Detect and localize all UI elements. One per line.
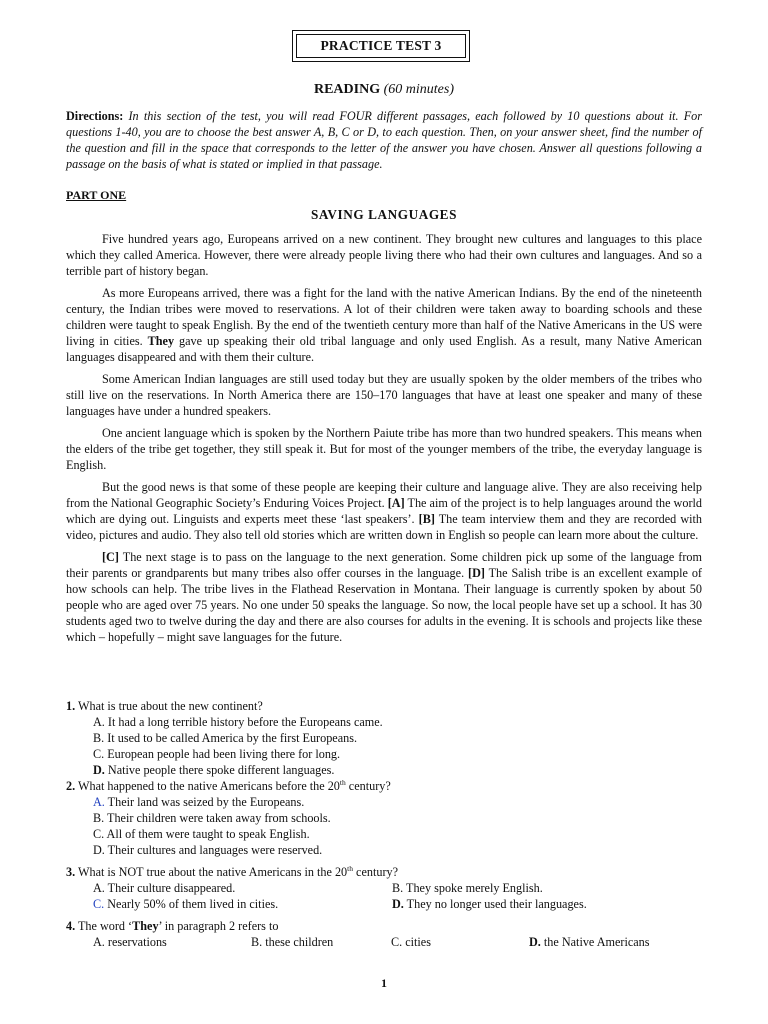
section-name: READING: [313, 82, 381, 97]
questions: [66, 698, 702, 950]
paragraph-6-text-a: The next stage is to pass on the language to the next generation. Some children pick up some of the language from their parents or grandparents but many tribes also offer courses in the language.: [66, 550, 702, 580]
option-letter: C.: [93, 747, 105, 761]
paragraph-4: One ancient language which is spoken by the Northern Paiute tribe has more than two hundred speakers. This means when the elders of the tribe get together, they still speak it. But for most of the younger members of the tribe, the everyday language is English.: [66, 426, 702, 472]
option-text: Their land was seized by the Europeans.: [104, 795, 305, 809]
question-3-number: 3.: [66, 865, 76, 879]
question-2-superscript: th: [339, 777, 346, 787]
question-3-options-row-2: [93, 896, 702, 912]
paragraph-2-highlight: They: [147, 334, 175, 348]
directions-text: In this section of the test, you will read FOUR different passages, each followed by 10 questions about it. For questions 1-40, you are to choose the best answer A, B, C or D, to each question. Then, on your answer sheet, find the number of the question and fill in the space that corresponds to the letter of the answer you have chosen. Answer all questions following a passage on the basis of what is stated or implied in that passage.: [66, 109, 702, 171]
question-4-stem: [66, 918, 702, 934]
question-4-option-d[interactable]: [529, 934, 650, 950]
passage-title: SAVING LANGUAGES: [310, 207, 458, 222]
passage-body: [66, 231, 702, 651]
option-letter: D.: [93, 843, 105, 857]
paragraph-5: [66, 479, 702, 543]
question-2-number: 2.: [66, 779, 76, 793]
option-letter: C.: [93, 827, 105, 841]
paragraph-6-text-b: The Salish tribe is an excellent example of how schools can help. The tribe lives in the Flathead Reservation in Montana. Their language is currently spoken by about 50 people who are aged over 75 years. No one under 50 speaks the language. So now, the local people have set up a school. It has 30 students aged two to twelve during the day and there are also courses for adults in the evening. It is schools and projects like these which – hopefully – might save languages for the future.: [66, 566, 702, 644]
question-1-text: What is true about the new continent?: [75, 699, 263, 713]
paragraph-3: Some American Indian languages are still used today but they are usually spoken by the older members of the tribes who still live on the reservations. In North America there are 150–170 languages that have at least one speaker and many of these languages have under a hundred speakers.: [66, 372, 702, 418]
question-3-text-a: What is NOT true about the native Americans in the 20: [75, 865, 348, 879]
question-4-highlight: They: [132, 919, 159, 933]
test-title-box: [292, 30, 470, 62]
test-title: PRACTICE TEST 3: [320, 38, 442, 53]
question-1-option-b[interactable]: [93, 730, 702, 746]
paragraph-5-text-c: The team interview them and they are recorded with video, pictures and audio. They also tell old stories which are written down in English so people can learn more about the culture.: [66, 512, 702, 542]
question-4-text-b: ’ in paragraph 2 refers to: [158, 919, 279, 933]
option-text: Their children were taken away from schools.: [104, 811, 331, 825]
option-letter: A.: [93, 715, 105, 729]
question-4-number: 4.: [66, 919, 76, 933]
question-3-superscript: th: [347, 863, 353, 873]
question-1-option-d[interactable]: [93, 762, 702, 778]
option-letter: A.: [93, 881, 105, 895]
option-text: Their culture disappeared.: [104, 881, 236, 895]
option-letter: A.: [93, 935, 105, 949]
insert-mark-c: [C]: [102, 550, 119, 564]
option-letter: B.: [93, 731, 105, 745]
question-4-text-a: The word ‘: [75, 919, 133, 933]
question-3-stem: [66, 864, 702, 880]
paragraph-1: Five hundred years ago, Europeans arrived on a new continent. They brought new cultures and languages to this place which they called America. However, there were already people living there who had their own cultures and languages. And so a terrible part of history began.: [66, 232, 702, 278]
question-4-option-a[interactable]: [93, 934, 251, 950]
section-duration: (60 minutes): [383, 82, 454, 97]
option-letter: B.: [251, 935, 263, 949]
option-text: Native people there spoke different languages.: [104, 763, 335, 777]
question-3-option-c[interactable]: [93, 896, 392, 912]
option-letter: D.: [529, 935, 541, 949]
option-text: Their cultures and languages were reserved.: [104, 843, 323, 857]
option-letter: C.: [391, 935, 403, 949]
paragraph-2: [66, 285, 702, 365]
part-label: PART ONE: [66, 188, 127, 202]
option-text: They spoke merely English.: [403, 881, 543, 895]
paragraph-2-text-a: As more Europeans arrived, there was a fight for the land with the native American Indians. By the end of the nineteenth century, the Indian tribes were moved to reservations. A lot of their children were taken away to boarding schools and these children were taught to speak English. By the end of the twentieth century more than half of the Native Americans in the US were living in cities.: [66, 286, 702, 348]
question-1-stem: [66, 698, 702, 714]
option-letter: D.: [93, 763, 105, 777]
option-text: They no longer used their languages.: [403, 897, 587, 911]
question-4-option-b[interactable]: [251, 934, 391, 950]
directions: [66, 108, 702, 172]
option-text: All of them were taught to speak English.: [104, 827, 310, 841]
question-1-option-c[interactable]: [93, 746, 702, 762]
question-3-option-d[interactable]: [392, 896, 691, 912]
question-3-option-b[interactable]: [392, 880, 691, 896]
question-2-option-a[interactable]: [93, 794, 702, 810]
option-text: the Native Americans: [540, 935, 650, 949]
option-letter: A.: [93, 795, 105, 809]
section-heading: [0, 82, 768, 98]
question-1-number: 1.: [66, 699, 76, 713]
directions-label: Directions:: [66, 109, 124, 123]
paragraph-5-text-b: The aim of the project is to help languages around the world which are dying out. Linguists and experts meet these ‘last speakers’.: [66, 496, 702, 526]
question-2-option-b[interactable]: [93, 810, 702, 826]
option-text: cities: [402, 935, 431, 949]
question-2-option-d[interactable]: [93, 842, 702, 858]
option-letter: B.: [392, 881, 404, 895]
question-3-option-a[interactable]: [93, 880, 392, 896]
option-text: It had a long terrible history before the Europeans came.: [104, 715, 383, 729]
option-text: European people had been living there for long.: [104, 747, 341, 761]
page-number: 1: [381, 976, 387, 990]
question-4-option-c[interactable]: [391, 934, 529, 950]
paragraph-6: [66, 549, 702, 645]
option-letter: B.: [93, 811, 105, 825]
option-text: these children: [262, 935, 334, 949]
option-text: It used to be called America by the first Europeans.: [104, 731, 357, 745]
insert-mark-b: [B]: [418, 512, 435, 526]
question-3-options-row-1: [93, 880, 702, 896]
question-4-options-row: [93, 934, 702, 950]
paragraph-5-text-a: But the good news is that some of these people are keeping their culture and language alive. They are also receiving help from the National Geographic Society’s Enduring Voices Project.: [66, 480, 702, 510]
option-text: Nearly 50% of them lived in cities.: [104, 897, 279, 911]
option-letter: C.: [93, 897, 105, 911]
option-text: reservations: [104, 935, 167, 949]
option-letter: D.: [392, 897, 404, 911]
question-2-option-c[interactable]: [93, 826, 702, 842]
question-2-text-b: century?: [345, 779, 391, 793]
paragraph-2-text-b: gave up speaking their old tribal language and only used English. As a result, many Native American languages disappeared and with them their culture.: [66, 334, 703, 364]
insert-mark-d: [D]: [468, 566, 485, 580]
question-2-stem: [66, 778, 702, 794]
question-1-option-a[interactable]: [93, 714, 702, 730]
question-2-text-a: What happened to the native Americans before the 20: [75, 779, 340, 793]
insert-mark-a: [A]: [387, 496, 405, 510]
question-3-text-b: century?: [353, 865, 399, 879]
